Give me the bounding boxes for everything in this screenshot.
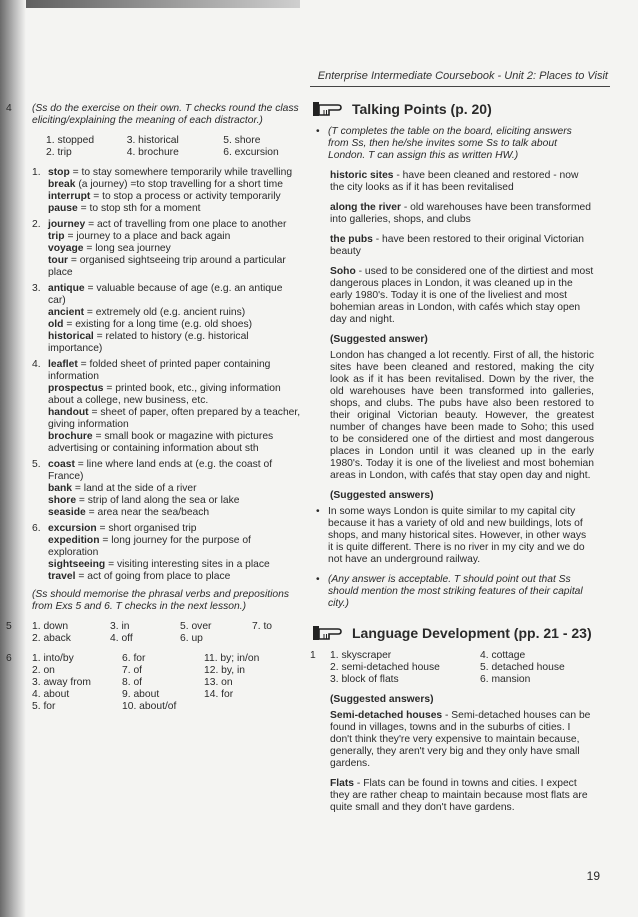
defined-word: expedition: [48, 535, 100, 546]
defined-word: break: [48, 179, 76, 190]
answer-cell: 5. shore: [223, 135, 261, 146]
definition-group: [32, 167, 302, 215]
definition-line: break (a journey) =to stop travelling for a short time: [48, 179, 283, 190]
definition-group: [32, 523, 302, 583]
instruction-text: (Ss do the exercise on their own. T checks round the class eliciting/explaining the meaning of each distractor.): [32, 103, 299, 126]
defined-word: old: [48, 319, 64, 330]
answer-row: [316, 650, 594, 662]
definition-line: interrupt = to stop a process or activity temporarily: [48, 191, 281, 202]
suggested-answer-label: (Suggested answer): [330, 334, 428, 345]
answer-cell: 14. for: [204, 689, 234, 700]
definition-line: handout = sheet of paper, often prepared by a teacher, giving information: [48, 407, 301, 430]
definition-line: bank = land at the side of a river: [48, 483, 197, 494]
answer-row: [32, 653, 302, 665]
answer-cell: 7. of: [122, 665, 143, 676]
defined-word: prospectus: [48, 383, 104, 394]
answer-cell: 9. about: [122, 689, 160, 700]
exercise-4-note: (Ss should memorise the phrasal verbs and prepositions from Exs 5 and 6. T checks in the next lesson.): [32, 589, 289, 612]
section-title: Talking Points (p. 20): [352, 101, 492, 117]
definition-line: coast = line where land ends at (e.g. the coast of France): [48, 459, 273, 482]
definition-line: historical = related to history (e.g. historical importance): [48, 331, 249, 354]
defined-word: coast: [48, 459, 75, 470]
talking-point-term: along the river: [330, 202, 401, 213]
answer-cell: 1. into/by: [32, 653, 74, 664]
answer-cell: 2. trip: [46, 147, 72, 158]
bullet-item: • (T completes the table on the board, eliciting answers from Ss, then he/she invites some Ss to talk about London. T can assign this as written HW.): [316, 126, 572, 161]
talking-point: historic sites - have been cleaned and restored - now the city looks as if it has been revitalised: [330, 170, 579, 193]
talking-point: the pubs - have been restored to their original Victorian beauty: [330, 234, 584, 257]
talking-point-term: the pubs: [330, 234, 373, 245]
answer-row: [32, 677, 302, 689]
answer-cell: 2. on: [32, 665, 55, 676]
definition-line: antique = valuable because of age (e.g. an antique car): [48, 283, 283, 306]
answer-cell: 2. aback: [32, 633, 71, 644]
answer-cell: 6. excursion: [223, 147, 279, 158]
answer-row: [32, 701, 302, 713]
answer-row: [32, 633, 302, 645]
defined-word: seaside: [48, 507, 86, 518]
answer-cell: 5. detached house: [480, 662, 565, 673]
language-development-heading: [312, 624, 594, 642]
answer-cell: 4. about: [32, 689, 70, 700]
group-number: 1.: [32, 167, 41, 178]
answer-cell: 1. skyscraper: [330, 650, 392, 661]
answer-cell: 1. down: [32, 621, 69, 632]
bullet-item: • In some ways London is quite similar to my capital city because it has a variety of old and new buildings, lots of shops, and many historical sites. However, in other ways it is quite different. There is no river in my city and we do not have an underground railway.: [316, 506, 587, 565]
definition-group: [32, 459, 302, 519]
answer-cell: 6. for: [122, 653, 146, 664]
exercise-4-instruction: [6, 103, 302, 127]
definition-line: pause = to stop sth for a moment: [48, 203, 201, 214]
page-number: 19: [586, 869, 600, 883]
talking-point-term: Soho: [330, 266, 356, 277]
answer-row: [32, 621, 302, 633]
answer-row: [32, 689, 302, 701]
house-type: Flats: [330, 778, 355, 789]
definition-line: voyage = long sea journey: [48, 243, 171, 254]
group-body: [48, 167, 292, 215]
definition-line: travel = act of going from place to place: [48, 571, 231, 582]
suggested-answers-label: (Suggested answers): [330, 490, 434, 501]
suggested-answer-text: London has changed a lot recently. First of all, the historic sites have been cleaned and restored, making the city look as if it has been revitalised. Down by the river, the old warehouses have been transformed into galleries, shops, and clubs. The pubs have also been restored to their original Victorian beauty. However, the greatest number of changes have been made to Soho; this used to be considered one of the dirtiest and most dangerous places in London until it was cleaned up in the early 1980's. Today it is one of the liveliest and most bohemian areas in London, with cafés that stay open day and night.: [330, 350, 594, 481]
talking-point-term: historic sites: [330, 170, 394, 181]
definition-line: ancient = extremely old (e.g. ancient ruins): [48, 307, 246, 318]
pointing-hand-icon: [312, 624, 342, 642]
answer-cell: 11. by; in/on: [204, 653, 260, 664]
exercise-number: 5: [6, 621, 12, 632]
defined-word: antique: [48, 283, 85, 294]
language-descriptions: [316, 710, 594, 814]
exercise-number: 4: [6, 103, 12, 114]
bullet-item: • (Any answer is acceptable. T should point out that Ss should mention the most striking features of their capital city.): [316, 574, 583, 609]
answer-row: [32, 135, 302, 147]
definition-line: seaside = area near the sea/beach: [48, 507, 210, 518]
definition-line: shore = strip of land along the sea or lake: [48, 495, 240, 506]
talking-points-list: [316, 170, 594, 326]
right-column: [310, 100, 594, 822]
answer-cell: 4. cottage: [480, 650, 526, 661]
talking-point: along the river - old warehouses have been transformed into galleries, shops, and clubs: [330, 202, 591, 225]
scan-edge: [0, 0, 300, 8]
group-body: [48, 359, 302, 455]
group-number: 5.: [32, 459, 41, 470]
answer-cell: 8. of: [122, 677, 143, 688]
definition-line: trip = journey to a place and back again: [48, 231, 231, 242]
group-number: 4.: [32, 359, 41, 370]
answer-cell: 6. mansion: [480, 674, 531, 685]
defined-word: excursion: [48, 523, 97, 534]
definition-group: [32, 219, 302, 279]
header-rule: [310, 86, 610, 87]
section-title: Language Development (pp. 21 - 23): [352, 625, 592, 641]
answer-cell: 3. in: [110, 621, 130, 632]
defined-word: trip: [48, 231, 65, 242]
language-answers: [310, 650, 594, 686]
answer-cell: 10. about/of: [122, 701, 177, 712]
defined-word: voyage: [48, 243, 84, 254]
definition-line: brochure = small book or magazine with pictures advertising or containing information about sth: [48, 431, 274, 454]
house-description: Flats - Flats can be found in towns and cities. I expect they are rather cheap to maintain because most flats are quite small and they don't have gardens.: [330, 778, 588, 813]
answer-row: [316, 674, 594, 686]
defined-word: historical: [48, 331, 94, 342]
defined-word: tour: [48, 255, 69, 266]
answer-row: [32, 147, 302, 159]
group-number: 2.: [32, 219, 41, 230]
definition-line: excursion = short organised trip: [48, 523, 197, 534]
answer-cell: 6. up: [180, 633, 203, 644]
talking-point: Soho - used to be considered one of the dirtiest and most dangerous places in London, it was cleaned up in the early 1980's. Today it is one of the liveliest and most bohemian areas in London, with cafés which stay open day and night.: [330, 266, 594, 325]
definition-line: old = existing for a long time (e.g. old shoes): [48, 319, 253, 330]
defined-word: brochure: [48, 431, 93, 442]
exercise-6-answers: [6, 653, 302, 713]
answer-cell: 3. away from: [32, 677, 91, 688]
running-header: Enterprise Intermediate Coursebook - Unit 2: Places to Visit: [317, 70, 608, 82]
answer-cell: 3. historical: [126, 135, 179, 146]
exercise-4-definitions: [32, 167, 302, 583]
definition-line: stop = to stay somewhere temporarily while travelling: [48, 167, 293, 178]
defined-word: leaflet: [48, 359, 78, 370]
answer-row: [32, 665, 302, 677]
answer-row: [316, 662, 594, 674]
definition-line: tour = organised sightseeing trip around a particular place: [48, 255, 286, 278]
definition-line: leaflet = folded sheet of printed paper containing information: [48, 359, 271, 382]
answer-cell: 5. for: [32, 701, 56, 712]
answer-cell: 2. semi-detached house: [330, 662, 440, 673]
defined-word: stop: [48, 167, 70, 178]
defined-word: sightseeing: [48, 559, 106, 570]
group-body: [48, 523, 302, 583]
definition-line: sightseeing = visiting interesting sites in a place: [48, 559, 270, 570]
defined-word: bank: [48, 483, 73, 494]
suggested-answers-label: (Suggested answers): [330, 694, 434, 705]
answer-cell: 4. off: [110, 633, 133, 644]
answer-cell: 4. brochure: [126, 147, 179, 158]
exercise-number: 6: [6, 653, 12, 664]
answer-cell: 12. by, in: [204, 665, 246, 676]
house-description: Semi-detached houses - Semi-detached houses can be found in villages, towns and in the suburbs of cities. I don't think they're very expensive to maintain because, generally, they aren't very big and they only have small gardens.: [330, 710, 591, 769]
group-number: 6.: [32, 523, 41, 534]
group-body: [48, 219, 302, 279]
defined-word: shore: [48, 495, 77, 506]
group-body: [48, 283, 302, 355]
answer-cell: [204, 701, 294, 713]
group-number: 3.: [32, 283, 41, 294]
answer-cell: [252, 633, 302, 645]
definition-group: [32, 359, 302, 455]
group-body: [48, 459, 302, 519]
definition-line: prospectus = printed book, etc., giving information about a college, new business, etc.: [48, 383, 281, 406]
house-type: Semi-detached houses: [330, 710, 443, 721]
talking-points-heading: [312, 100, 594, 118]
exercise-number: 1: [310, 650, 316, 661]
definition-line: journey = act of travelling from one place to another: [48, 219, 287, 230]
definition-line: expedition = long journey for the purpose of exploration: [48, 535, 251, 558]
defined-word: pause: [48, 203, 78, 214]
answer-cell: 7. to: [252, 621, 273, 632]
answer-cell: 13. on: [204, 677, 233, 688]
exercise-5-answers: [6, 621, 302, 645]
binding-shadow: [0, 0, 26, 917]
answer-cell: 3. block of flats: [330, 674, 399, 685]
answer-cell: 1. stopped: [46, 135, 95, 146]
definition-group: [32, 283, 302, 355]
defined-word: ancient: [48, 307, 85, 318]
defined-word: handout: [48, 407, 89, 418]
defined-word: interrupt: [48, 191, 91, 202]
pointing-hand-icon: [312, 100, 342, 118]
exercise-4-answers: [32, 135, 302, 159]
defined-word: travel: [48, 571, 76, 582]
left-column: [6, 103, 302, 713]
answer-cell: 5. over: [180, 621, 212, 632]
defined-word: journey: [48, 219, 86, 230]
